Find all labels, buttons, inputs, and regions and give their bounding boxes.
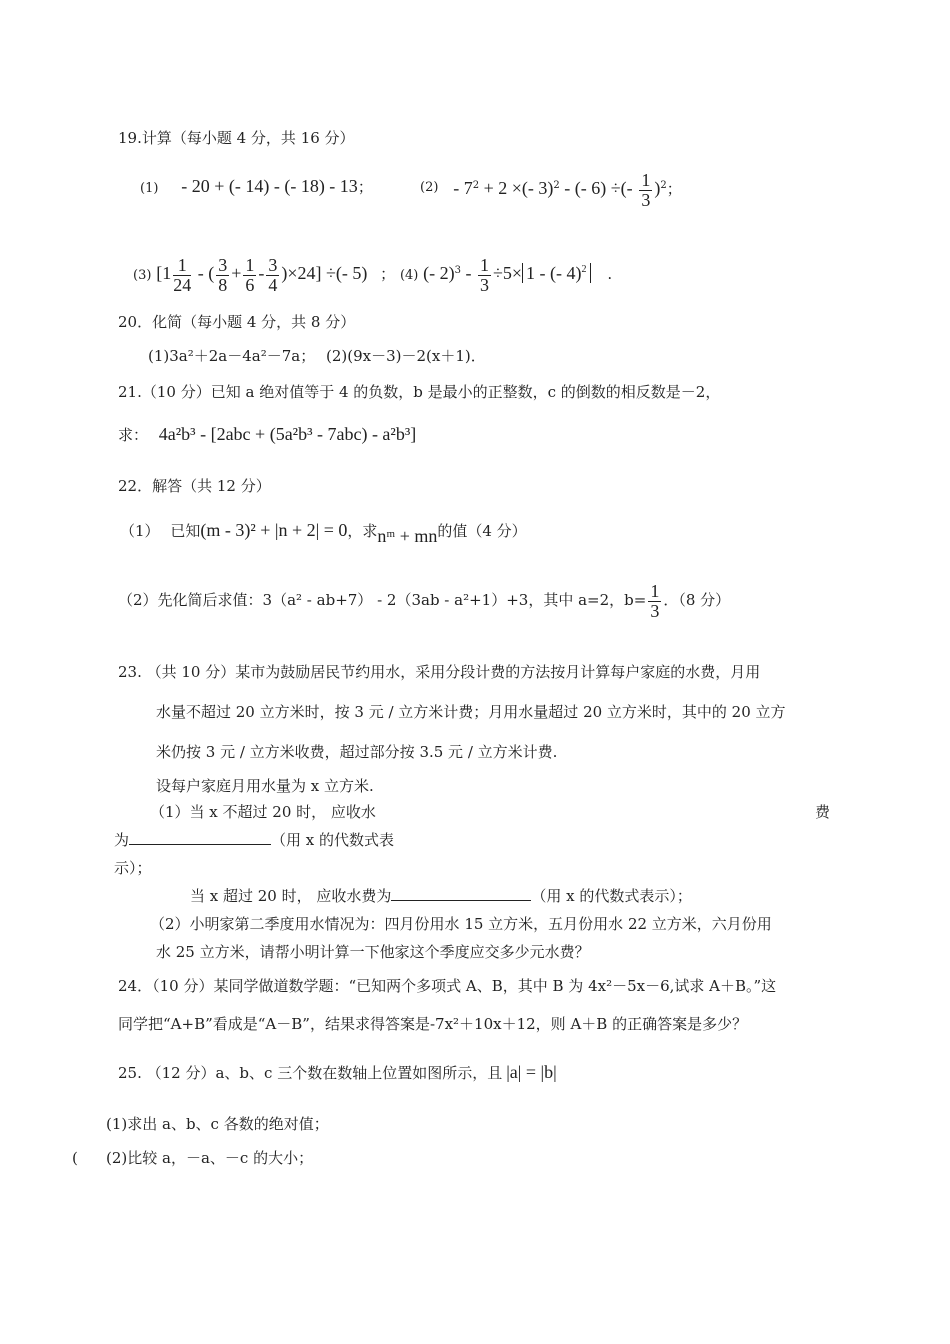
q23-line1: 23. （共 10 分）某市为鼓励居民节约用水，采用分段计费的方法按月计算每户家庭的水费，月用	[118, 663, 761, 681]
q20-heading: 20．化简（每小题 4 分，共 8 分）	[118, 313, 356, 331]
q19-part1	[140, 176, 373, 199]
q23-line3: 米仍按 3 元 / 立方米收费，超过部分按 3.5 元 / 立方米计费.	[156, 743, 558, 761]
q19-part4-abs: 1 - (- 4)$^2$	[522, 263, 590, 283]
q23-part1-fee: 费	[815, 803, 831, 821]
q19-part2-end: ；	[666, 180, 682, 198]
q22-part1-known: 已知	[170, 522, 201, 540]
q19-part3-c: )×24] ÷(- 5)	[281, 263, 368, 283]
q23-line2: 水量不超过 20 立方米时，按 3 元 / 立方米计费；月用水量超过 20 立方米时，其中的 20 立方	[156, 703, 786, 721]
q25-line1	[118, 1062, 557, 1083]
q19-part4-b: -	[461, 263, 477, 283]
q19-part4-a: (- 2)	[423, 263, 455, 283]
q20-part1: (1)3a²＋2a－4a²－7a；	[148, 347, 316, 365]
q19-heading: 19.计算（每小题 4 分，共 16 分）	[118, 129, 355, 147]
q25-abs-expression: |a| = |b|	[506, 1062, 557, 1082]
q19-part3-frac2: $\frac{3}{8}$	[218, 254, 228, 295]
q25-paren: (	[72, 1149, 78, 1167]
q23-part1-blank[interactable]	[129, 830, 271, 845]
q19-part2-c: - (- 6) ÷(-	[559, 178, 633, 198]
q25-part2: (2)比较 a，－a、－c 的大小；	[106, 1149, 314, 1167]
q22-part1	[120, 520, 527, 546]
q23-part2-line2: 水 25 立方米，请帮小明计算一下他家这个季度应交多少元水费？	[156, 943, 590, 961]
q22-part1-target: nᵐ + mn	[377, 526, 438, 546]
q22-part2-tail: ．（8 分）	[663, 591, 731, 609]
q20-part2: (2)(9x－3)－2(x＋1)．	[326, 347, 486, 365]
q23-part1-answer-line	[114, 830, 394, 850]
q25-text: 25. （12 分）a、b、c 三个数在数轴上位置如图所示，且	[118, 1064, 503, 1082]
q22-part2-text: （2）先化简后求值：3（a² - ab+7） - 2（3ab - a²+1）+3，其中 a=2，b=	[118, 591, 647, 609]
q23-part2-line1: （2）小明家第二季度用水情况为：四月份用水 15 立方米，五月份用水 22 立方米，六月份用	[150, 915, 772, 933]
q23-part1b-hint: （用 x 的代数式表示）；	[531, 887, 692, 905]
q23-part1b-blank[interactable]	[391, 886, 531, 901]
q24-line2: 同学把“A+B”看成是“A－B”，结果求得答案是-7x²＋10x＋12，则 A＋B 的正确答案是多少？	[118, 1015, 748, 1033]
q19-part3-frac3: $\frac{1}{6}$	[245, 254, 255, 295]
q19-part3-a: [1	[156, 263, 172, 283]
q22-part1-equation: (m - 3)² + |n + 2| = 0	[200, 520, 348, 540]
q19-part3-end: ；	[380, 265, 396, 283]
q19-part3-label: (3)	[133, 268, 152, 283]
q19-part3: (3) [1 $\frac{1}{24}$ - ( $\frac{3}{8}$ + $\frac{1}{6}$ - $\frac{3}{4}$ )×24] ÷(- 5) ； (4) (- 2)$^3$ - $\frac{1}{3}$ ÷5× 1 - (- 4)$^2$ .	[133, 254, 613, 295]
q24-line1: 24．（10 分）某同学做道数学题：“已知两个多项式 A、B，其中 B 为 4x²－5x－6,试求 A＋B。”这	[118, 977, 777, 995]
q23-line4: 设每户家庭月用水量为 x 立方米.	[156, 777, 374, 795]
q19-part2-exp3: 2	[660, 180, 667, 191]
q21-expression: 4a²b³ - [2abc + (5a²b³ - 7abc) - a²b³]	[158, 424, 417, 444]
q21-ask: 求：	[118, 426, 149, 444]
q19-part3-b: - (	[193, 263, 215, 283]
q23-part1b-start: 当 x 超过 20 时， 应收水费为	[190, 887, 392, 905]
q19-part2-fraction: $\frac{1}{3}$	[641, 169, 651, 210]
q22-part1-label: （1）	[120, 522, 160, 540]
q19-part4-label: (4)	[399, 268, 419, 283]
q23-part1-wei: 为	[114, 831, 130, 849]
q22-part2	[118, 574, 730, 626]
q25-part1: (1)求出 a、b、c 各数的绝对值；	[106, 1115, 329, 1133]
q19-part4-c: ÷5×	[493, 263, 523, 283]
q19-part3-frac4: $\frac{3}{4}$	[268, 254, 278, 295]
q19-part1-label: (1)	[140, 181, 159, 196]
q23-part1b	[190, 886, 692, 906]
q19-part1-expression: - 20 + (- 14) - (- 18) - 13	[181, 176, 358, 196]
q19-part2: $(2) - 7^2 + 2$ ×(- 3)$^2$ - (- 6) ÷(- $\frac{1}{3}$ )$^2$；	[420, 169, 682, 210]
q23-part1-hint: （用 x 的代数式表	[271, 831, 395, 849]
q22-part1-ask: ，求	[347, 522, 378, 540]
q22-heading: 22．解答（共 12 分）	[118, 477, 271, 495]
q19-part2-a: - 7	[453, 178, 473, 198]
q19-part4-fraction: $\frac{1}{3}$	[480, 254, 490, 295]
q20-parts	[148, 346, 486, 366]
q19-part4-end: .	[607, 265, 613, 283]
q19-part2-b: + 2 ×(- 3)	[479, 178, 554, 198]
q19-part3-frac1: $\frac{1}{24}$	[173, 254, 192, 295]
q22-part2-fraction: $\frac{1}{3}$	[650, 580, 660, 621]
q23-part1-start: （1）当 x 不超过 20 时， 应收水	[150, 803, 376, 821]
q19-part2-label: (2)	[420, 180, 439, 195]
q22-part1-tail: 的值（4 分）	[437, 522, 527, 540]
q21-line1: 21.（10 分）已知 a 绝对值等于 4 的负数，b 是最小的正整数，c 的倒数的相反数是－2，	[118, 383, 721, 401]
q19-part1-end: ；	[357, 178, 373, 196]
q19-part2-exp2: 2	[553, 180, 560, 191]
q21-ask-line	[118, 424, 416, 445]
q19-part2-exp1: 2	[472, 180, 480, 191]
q23-part1-end: 示）；	[114, 859, 152, 877]
